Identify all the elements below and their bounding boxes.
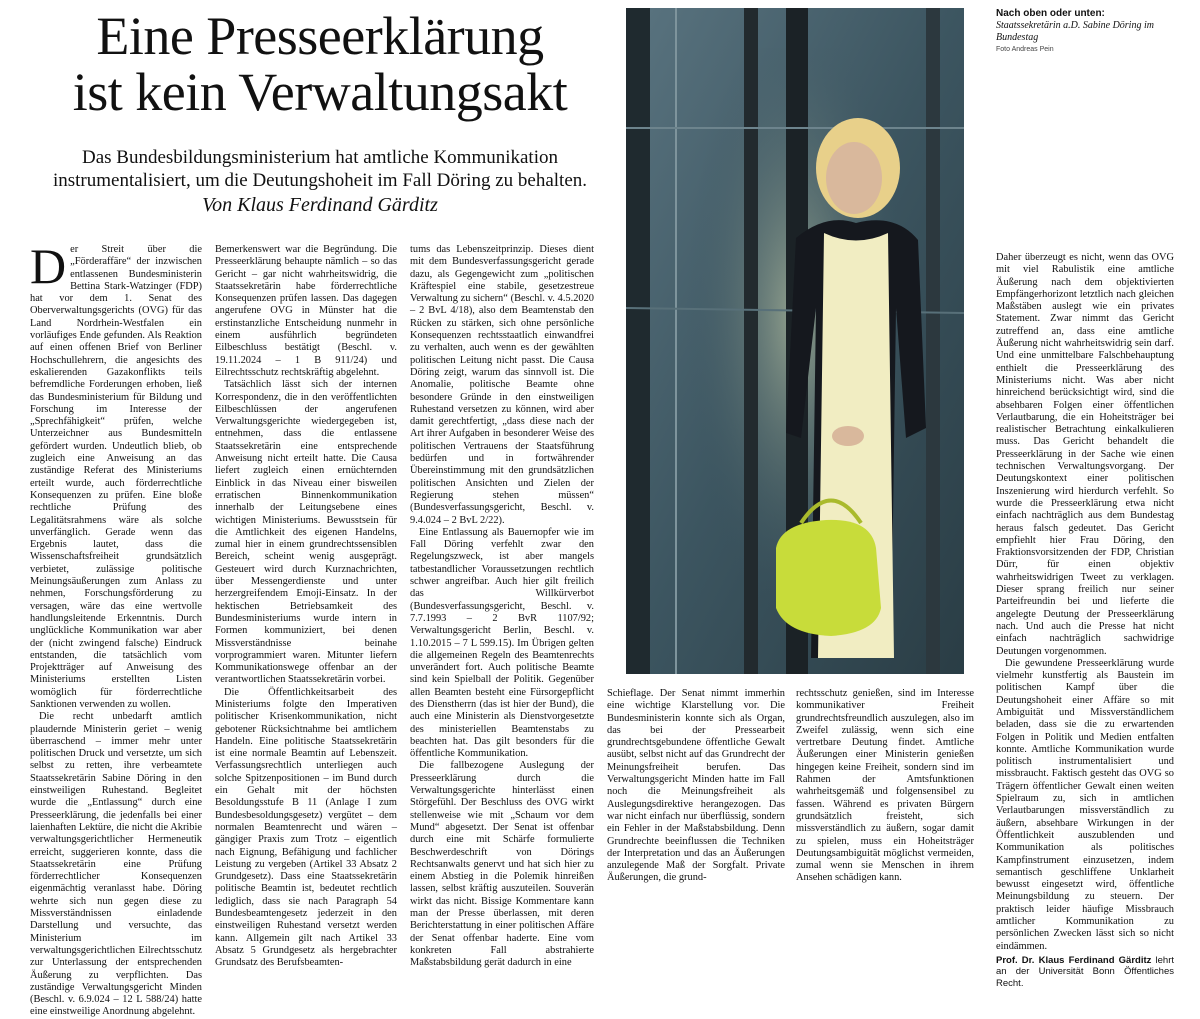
frame-pole	[744, 8, 758, 674]
author-affiliation: lehrt an der Universität Bonn Öffentliches Recht.	[996, 954, 1174, 989]
photo-caption	[996, 8, 1186, 55]
paragraph: Eine Entlassung als Bauernopfer wie im Fall Döring verfehlt zwar den Regelungszweck, ist aber mangels tatbestandlicher Voraussetzungen rechtlich schwer angreifbar. Auch hier gilt freilich das Willkürverbot (Bundesverfassungsgericht, Beschl. v. 7.7.1993 – 2 BvR 1107/92; Verwaltungsgericht Berlin, Beschl. v. 1.10.2015 – 7 L 599.15). Im Übrigen gelten die allgemeinen Regeln des Beamtenrechts unverändert fort. Auch politische Beamte sind kein Spielball der Politik. Gegenüber allen Beamten besteht eine Fürsorgepflicht des Dienstherrn (das ist hier der Bund), die auch eine Ministerin als Dienstvorgesetzte des ministeriellen Beamtenstabs zu beachten hat. Das gilt besonders für die öffentliche Kommunikation.	[410, 526, 594, 760]
paragraph: Bemerkenswert war die Begründung. Die Presseerklärung behaupte nämlich – so das Gericht – gar nicht wahrheitswidrig, die Staatssekretärin habe förderrechtliche Konsequenzen prüfen lassen. Das dagegen angerufene OVG in Münster hat die erstinstanzliche Entscheidung nunmehr in einem ausführlich begründeten Eilbeschluss bestätigt (Beschl. v. 19.11.2024 – 1 B 911/24) und Eilrechtsschutz rechtskräftig abgelehnt.	[215, 244, 397, 378]
paragraph: Die fallbezogene Auslegung der Presseerklärung durch die Verwaltungsgerichte hinterlässt einen Störgefühl. Der Beschluss des OVG wirkt stellenweise wie mit „Schaum vor dem Mund“ abgesetzt. Der Senat ist offenbar durch eine mit Schärfe formulierte Beschwerdeschrift von Dörings Rechtsanwalts genervt und hat sich hier zu einem Abstieg in die Polemik hinreißen lassen, selbst kräftig auszuteilen. Souverän wirkt das nicht. Bissige Kommentare kann man der Presse überlassen, mit deren Berichterstattung in einer politischen Affäre der Senat offenbar haderte. Eine vom konkreten Fall abstrahierte Maßstabsbildung gerät dadurch in eine	[410, 760, 594, 969]
author-name: Prof. Dr. Klaus Ferdinand Gärditz	[996, 954, 1152, 966]
paragraph: Schieflage. Der Senat nimmt immerhin eine wichtige Klarstellung vor. Die Bundesministerin konnte sich als Organ, das bei der Pressearbeit grundrechtsgebundene öffentliche Gewalt ausübt, selbst nicht auf das Grundrecht der Meinungsfreiheit berufen. Das Verwaltungsgericht Minden hatte im Fall noch die Meinungsfreiheit als Auslegungsdirektive herangezogen. Das war nicht einfach nur überflüssig, sondern ein Fehler in der Maßstabsbildung. Denn Grundrechte beeinflussen die Techniken der Interpretation und das an Äußerungen anzulegende Maß der Sorgfalt. Private Äußerungen, die grund-	[607, 688, 785, 884]
article-column-5	[996, 252, 1174, 989]
headline	[30, 8, 610, 120]
paragraph: Die Öffentlichkeitsarbeit des Ministeriums folgte den Imperativen politischer Krisenkommunikation, nicht gebotener Rücksichtnahme bei amtlichem Handeln. Eine politische Staatssekretärin ist eine normale Beamtin auf Lebenszeit. Verfassungsrechtlich unterliegen auch solche Spitzenpositionen – im Bund durch ein Gehalt mit der höchsten Besoldungsstufe B 11 (Anlage I zum Bundesbesoldungsgesetz) vergütet – dem normalen Beamtenrecht und wären – gängiger Praxis zum Trotz – eigentlich nach Eignung, Befähigung und fachlicher Leistung zu vergeben (Artikel 33 Absatz 2 Grundgesetz). Dass eine Staatssekretärin politische Beamtin ist, bedeutet rechtlich lediglich, dass sie nach Paragraph 54 Bundesbeamtengesetz jederzeit in den einstweiligen Ruhestand versetzt werden kann. Allgemein gilt nach Artikel 33 Absatz 5 Grundgesetz als hergebrachter Grundsatz des Berufsbeamten-	[215, 686, 397, 969]
subheadline: Das Bundesbildungsministerium hat amtliche Kommunikation instrumentalisiert, um die Deutungshoheit im Fall Döring zu behalten.	[52, 147, 587, 191]
article-column-3	[410, 244, 594, 969]
article-column-4b	[796, 688, 974, 884]
face	[826, 142, 882, 214]
article-column-2	[215, 244, 397, 969]
frame-left	[626, 8, 650, 674]
article-photo	[626, 8, 964, 674]
paragraph: rechtsschutz genießen, sind im Interesse kommunikativer Freiheit grundrechtsfreundlich auszulegen, also im Zweifel zulässig, wenn sich eine vertretbare Deutung findet. Amtliche Äußerungen einer Ministerin genießen hingegen keine Freiheit, sondern sind im Rahmen der Amtsfunktionen wahrheitsgemäß und folgensensibel zu fassen. Während es privaten Bürgern grundsätzlich freisteht, sich missverständlich zu äußern, sogar damit zu spielen, muss ein Hoheitsträger Deutungsambiguität möglichst vermeiden, zumal wenn sie Menschen in ihrem Ansehen schädigen kann.	[796, 688, 974, 884]
handbag	[776, 520, 881, 636]
paragraph	[30, 238, 202, 711]
photo-image	[626, 8, 964, 674]
paragraph: Die gewundene Presseerklärung wurde vielmehr kunstfertig als Baustein im politischen Kampf über die Deutungshoheit einer Affäre so mit Ambiguität und Missverständlichem beladen, dass sie die zu erwartenden Folgen in Politik und Medien entfalten konnte. Amtliche Kommunikation wurde politisch instrumentalisiert und missbraucht. Faktisch gesteht das OVG so Trägern öffentlicher Gewalt einen weiten Spielraum zu, sich in amtlichen Verlautbarungen missverständlich zu äußern, absehbare Wirkungen in der Öffentlichkeit auszublenden und Kommunikation als politisches Kampfinstrument einzusetzen, indem semantisch geschliffene Unklarheit bewusst eingesetzt wird, öffentliche Meinungsbildung zu steuern. Der praktisch leider häufige Missbrauch amtlicher Kommunikation zu persönlichen Zwecken lässt sich so nicht eindämmen.	[996, 657, 1174, 952]
paragraph: Die recht unbedarft amtlich plaudernde Ministerin geriet – wenig überraschend – immer mehr unter politischen Druck und versetzte, um sich selbst zu retten, ihre verbeamtete Staatssekretärin Sabine Döring in den einstweiligen Ruhestand. Begleitet wurde die „Entlassung“ durch eine Presseerklärung, die jedenfalls bei einer laienhaften Lektüre, die nicht die Akribie verwaltungsgerichtlicher Hermeneutik erreicht, suggerieren konnte, dass die Staatssekretärin eine Prüfung förderrechtlicher Konsequenzen eigenmächtig veranlasst habe. Döring wehrte sich nun gegen diese zu Missverständnissen einladende Darstellung und versuchte, das Ministerium im verwaltungsgerichtlichen Eilrechtsschutz zur Unterlassung der entsprechenden Äußerung zu verpflichten. Das zuständige Verwaltungsgericht Minden (Beschl. v. 6.9.024 – 12 L 588/24) hatte eine einstweilige Anordnung abgelehnt.	[30, 711, 202, 1018]
paragraph: Tatsächlich lässt sich der internen Korrespondenz, die in den veröffentlichten Eilbeschlüssen der angerufenen Verwaltungsgerichte wiedergegeben ist, entnehmen, dass die entlassene Staatssekretärin eine entsprechende Anweisung nicht erteilt hatte. Die Causa liefert zugleich einen ernüchternden Einblick in das Niveau einer bisweilen erratischen Binnenkommunikation innerhalb der Leitungsebene eines wichtigen Ministeriums. Bewusstsein für die Amtlichkeit des eigenen Handelns, zumal hier in einem grundrechtssensiblen Bereich, scheint wenig ausgeprägt. Gesteuert wird durch Kurznachrichten, über Messengerdienste und unter herzergreifendem Emoji-Einsatz. In der hektischen Betriebsamkeit des Bundesministeriums wurde intern in Formen kommuniziert, bei denen Missverständnisse beinahe vorprogrammiert waren. Mitunter liefern Kommunikationswege offenbar an der verantwortlichen Staatssekretärin vorbei.	[215, 379, 397, 686]
headline-line-1: Eine Presseerklärung	[96, 6, 544, 66]
article-column-4a	[607, 688, 785, 884]
author-note	[996, 955, 1174, 990]
paragraph: Daher überzeugt es nicht, wenn das OVG mit viel Rabulistik eine amtliche Äußerung nach dem objektivierten Empfängerhorizont letztlich nach gleichen Maßstäben auslegt wie ein privates Statement. Zwar nimmt das Gericht zutreffend an, dass eine amtliche Äußerung nicht wahrheitswidrig sein darf. Und eine unmittelbare Falschbehauptung enthielt die Presseerklärung des Ministeriums nicht. Was aber nicht hinreichend berücksichtigt wird, sind die absehbaren Folgen einer öffentlichen Verlautbarung, die ein Hoheitsträger bei realistischer Betrachtung einkalkulieren muss. Das Gericht behandelt die Presseerklärung in der Sache wie einen technischen Verwaltungsvorgang. Der Deutungskontext einer politischen Inszenierung wird hierdurch verfehlt. So wurde die Presseerklärung etwa nicht einfach nachträglich aus dem Bundestag heraus falsch gedeutet. Das Gericht empfiehlt hier Frau Döring, den Fraktionsvorsitzenden der FDP, Christian Dürr, für einen objektiv wahrheitswidrigen Tweet zu verklagen. Dieser sprang freilich nur seiner Parteifreundin bei und lieferte die angelegte Deutung der Presseerklärung nach. Und auch die Presse hat nicht einfach nachträglich sachwidrige Deutungen vorgenommen.	[996, 252, 1174, 657]
caption-title: Nach oben oder unten:	[996, 8, 1105, 19]
hands	[832, 426, 864, 446]
byline: Von Klaus Ferdinand Gärditz	[202, 194, 438, 216]
paragraph-text: er Streit über die „Förderaffäre“ der inzwischen entlassenen Bundesministerin Bettina Stark-Watzinger (FDP) hat vor dem 1. Senat des Oberverwaltungsgerichts (OVG) für das Land Nordrhein-Westfalen ein vorläufiges Ende gefunden. Als Reaktion auf einen offenen Brief von Berliner Hochschullehrern, die angesichts des eskalierenden Gazakonflikts teils befremdliche Forderungen erhoben, ließ das Bundesministerium für Bildung und Forschung im Interesse der „Sprechfähigkeit“ prüfen, welche Unterzeichner aus Bundesmitteln gefördert wurden. Undeutlich blieb, ob zugleich eine Anweisung an das zuständige Referat des Ministeriums erteilt wurde, auch förderrechtliche Konsequenzen zu prüfen. Eine bloße rechtliche Prüfung des Legalitätsrahmens wäre als solche unverfänglich. Gerade wenn das Ergebnis lautet, dass die Wissenschaftsfreiheit grundsätzlich verbietet, zulässige politische Meinungsäußerungen zum Anlass zu nehmen, Forschungsförderung zu versagen, wäre das eine wertvolle handlungsleitende Erkenntnis. Durch unglückliche Kommunikation war aber der (nicht zwingend falsche) Eindruck entstanden, die tatsächlich vom Projektträger auf Anweisung des Ministeriums erstellten Listen womöglich für förderrechtliche Sanktionen verwenden zu wollen.	[30, 244, 202, 710]
frame-right	[926, 8, 940, 674]
headline-line-2: ist kein Verwaltungsakt	[72, 62, 568, 122]
article-column-1	[30, 238, 202, 1018]
drop-cap: D	[30, 238, 67, 294]
caption-text: Staatssekretärin a.D. Sabine Döring im Bundestag	[996, 20, 1154, 43]
paragraph: tums das Lebenszeitprinzip. Dieses dient mit dem Bundesverfassungsgericht gerade dazu, als Gegengewicht zum „politischen Kräftespiel eine stabile, gesetzestreue Verwaltung zu sichern“ (Beschl. v. 4.5.2020 – 2 BvL 4/18), also dem Beamtenstab den Rücken zu stärken, sich ohne persönliche Konsequenzen rechtsstaatlich einwandfrei zu verhalten, auch wenn es der gewählten politischen Leitung nicht passt. Die Causa Döring zeigt, warum das sinnvoll ist. Die Anomalie, politische Beamte ohne besondere Gründe in den einstweiligen Ruhestand versetzen zu können, wird aber damit gerechtfertigt, „dass diese nach der Art ihrer Aufgaben in besonderer Weise des politischen Vertrauens der Staatsführung bedürfen und in fortwährender Übereinstimmung mit den grundsätzlichen politischen Ansichten und Zielen der Regierung stehen müssen“ (Bundesverfassungsgericht, Beschl. v. 9.4.024 – 2 BvL 2/22).	[410, 244, 594, 526]
photo-credit: Foto Andreas Pein	[996, 46, 1054, 53]
